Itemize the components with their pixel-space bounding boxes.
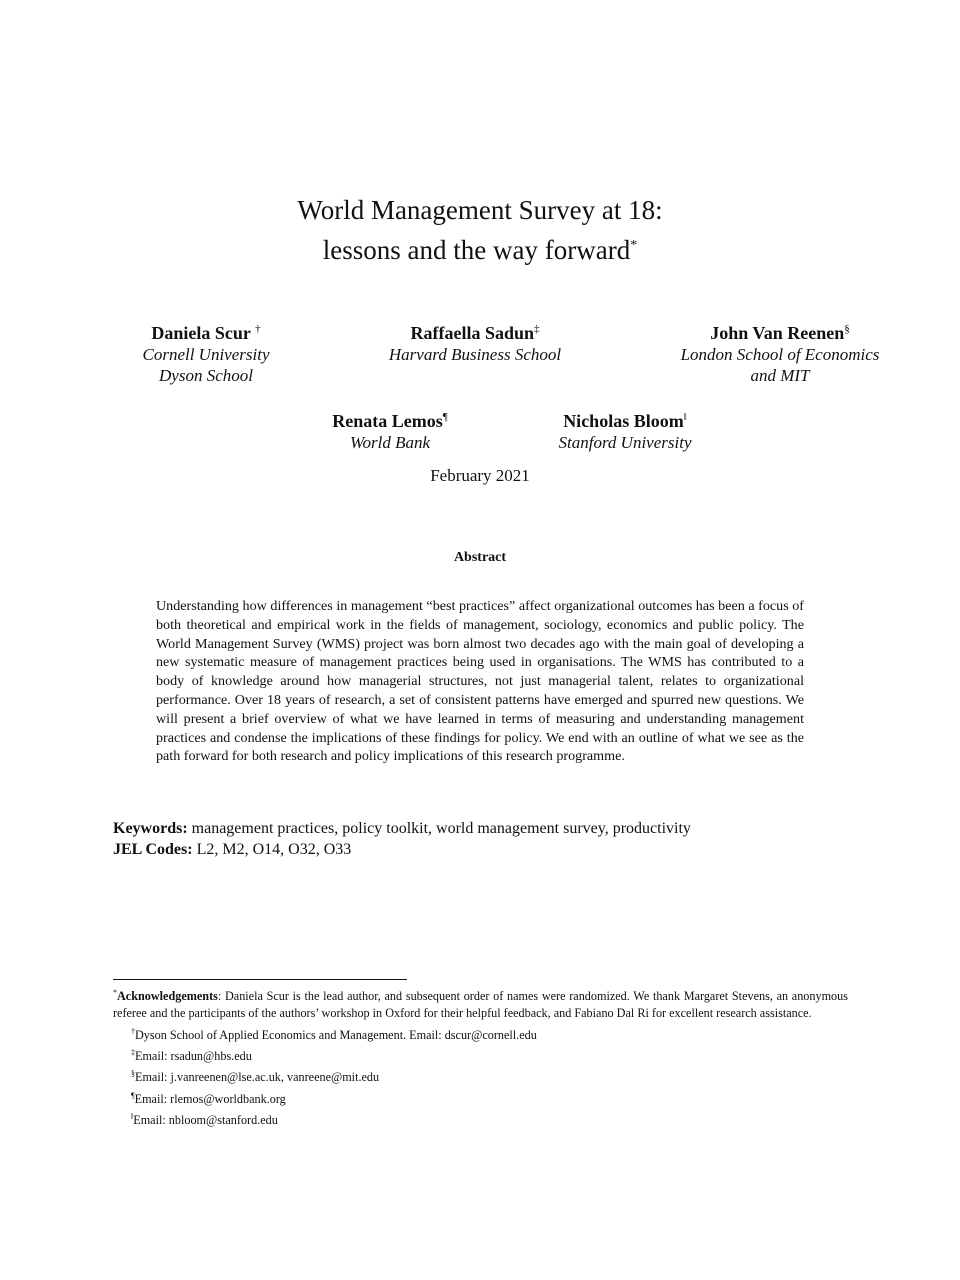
footnote-mark: ‖	[683, 411, 687, 423]
keywords-label: Keywords:	[113, 820, 188, 837]
jel-line	[113, 839, 853, 860]
author-affiliation: Dyson School	[159, 366, 253, 385]
keywords-value: management practices, policy toolkit, world management survey, productivity	[191, 820, 691, 837]
title-footnote-mark: *	[630, 238, 638, 253]
abstract-heading: Abstract	[453, 550, 507, 565]
author-affiliation: World Bank	[349, 433, 431, 452]
jel-label: JEL Codes:	[113, 841, 193, 858]
author-name: John Van Reenen	[710, 323, 845, 343]
author-affiliation: Harvard Business School	[388, 345, 562, 364]
author-bloom	[520, 406, 730, 453]
author-affiliation: London School of Economics	[680, 345, 880, 364]
footnote-item: †Dyson School of Applied Economics and Management. Email: dscur@cornell.edu	[131, 1026, 537, 1042]
author-sadun	[350, 318, 600, 365]
footnote-mark: §	[844, 323, 850, 335]
author-scur	[104, 318, 308, 386]
author-van-reenen	[655, 318, 905, 386]
keywords-block	[113, 818, 853, 860]
author-affiliation: Stanford University	[558, 433, 692, 452]
footnote-mark: ¶	[442, 411, 448, 423]
footnote-item: §Email: j.vanreenen@lse.ac.uk, vanreene@mit.edu	[131, 1069, 380, 1085]
footnote-item: ‡Email: rsadun@hbs.edu	[131, 1048, 252, 1064]
footnote-divider	[113, 979, 407, 980]
author-affiliation: Cornell University	[142, 345, 270, 364]
publication-date: February 2021	[430, 466, 530, 485]
abstract-text: Understanding how differences in management “best practices” affect organizational outcomes has been a focus of both theoretical and empirical work in the fields of management, sociology, economics and public policy. The World Management Survey (WMS) project was born almost two decades ago with the main goal of developing a new systematic measure of management practices being used in organisations. The WMS has contributed to a body of knowledge around how managerial structures, not just managerial talent, relates to organizational performance. Over 18 years of research, a set of consistent patterns have emerged and spurred new questions. We will present a brief overview of what we have learned in terms of measuring and understanding management practices and condense the implications of these findings for policy. We end with an outline of what we see as the path forward for both research and policy implications of this research programme.	[156, 598, 804, 765]
footnote-item: ‖Email: nbloom@stanford.edu	[131, 1112, 278, 1128]
author-affiliation: and MIT	[750, 366, 810, 385]
author-name: Renata Lemos	[332, 411, 443, 431]
author-name: Daniela Scur	[151, 323, 251, 343]
paper-title	[0, 192, 960, 268]
footnote-mark: ‡	[534, 323, 540, 335]
author-lemos	[300, 406, 480, 453]
author-name: Raffaella Sadun	[410, 323, 535, 343]
footnote-acknowledgements: *Acknowledgements: Daniela Scur is the lead author, and subsequent order of names were randomized. We thank Margaret Stevens, an anonymous referee and the participants of the authors’ workshop in Oxford for their helpful feedback, and Fabiano Dal Ri for excellent research assistance.	[113, 988, 848, 1021]
title-line-1: World Management Survey at 18:	[297, 195, 663, 225]
keywords-line	[113, 818, 853, 839]
jel-value: L2, M2, O14, O32, O33	[196, 841, 352, 858]
footnote-item: ¶Email: rlemos@worldbank.org	[131, 1090, 286, 1106]
title-line-2: lessons and the way forward*	[322, 235, 638, 265]
author-name: Nicholas Bloom	[563, 411, 684, 431]
footnotes	[113, 984, 848, 1129]
footnote-mark: †	[255, 323, 261, 335]
